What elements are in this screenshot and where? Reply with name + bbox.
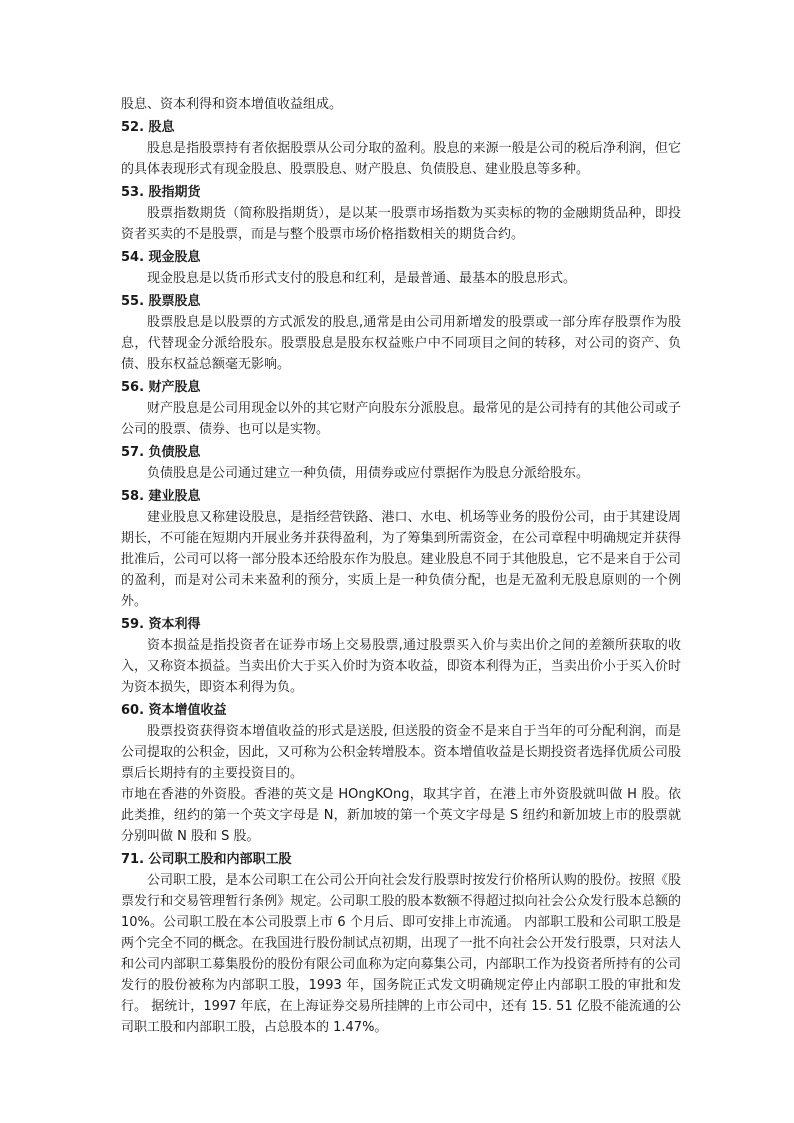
plain-paragraph: 市地在香港的外资股。香港的英文是 HOngKOng，取其字首，在港上市外资股就叫做 H 股。依此类推，纽约的第一个英文字母是 N，新加坡的第一个英文字母是 S 纽约和新加坡上市的股票就分别叫做 N 股和 S 股。 — [121, 787, 681, 844]
section-heading: 58. 建业股息 — [121, 489, 201, 504]
section-paragraph: 公司职工股，是本公司职工在公司公开向社会发行股票时按发行价格所认购的股份。按照《股票发行和交易管理暂行条例》规定。公司职工股的股本数额不得超过拟向社会公众发行股本总额的 10%。公司职工股在本公司股票上市 6 个月后、即可安排上市流通。 内部职工股和公司职工股是两个完全不同的概念。在我国进行股份制试点初期，出现了一批不向社会公开发行股票，只对法人和公司内部职工募集股份的股份有限公司血称为定向募集公司，内部职工作为投资者所持有的公司发行的股份被称为内部职工股，1993 年，国务院正式发文明确规定停止内部职工股的审批和发行。 据统计，1997 年底，在上海证券交易所挂牌的上市公司中，还有 15. 51 亿股不能流通的公司职工股和内部职工股，占总股本的 1.47%。 — [121, 873, 681, 1035]
document-page — [121, 94, 681, 1038]
section-paragraph: 股票指数期货（简称股指期货），是以某一股票市场指数为买卖标的物的金融期货品种，即投资者买卖的不是股票，而是与整个股票市场价格指数相关的期货合约。 — [121, 206, 681, 242]
section-heading: 55. 股票股息 — [121, 294, 201, 309]
section-paragraph: 财产股息是公司用现金以外的其它财产向股东分派股息。最常见的是公司持有的其他公司或子公司的股票、债券、也可以是实物。 — [121, 401, 681, 437]
section-paragraph: 资本损益是指投资者在证券市场上交易股票,通过股票买入价与卖出价之间的差额所获取的收入，又称资本损益。当卖出价大于买入价时为资本收益，即资本利得为正，当卖出价小于买入价时为资本损失，即资本利得为负。 — [121, 638, 681, 695]
section-heading: 59. 资本利得 — [121, 617, 201, 632]
section-paragraph: 股票投资获得资本增值收益的形式是送股, 但送股的资金不是来自于当年的可分配利润，而是公司提取的公积金，因此，又可称为公积金转增股本。资本增值收益是长期投资者选择优质公司股票后长期持有的主要投资目的。 — [121, 724, 681, 781]
section-heading: 56. 财产股息 — [121, 380, 201, 395]
section-heading: 57. 负债股息 — [121, 445, 201, 460]
section-paragraph: 现金股息是以货币形式支付的股息和红利，是最普通、最基本的股息形式。 — [147, 271, 577, 286]
section-heading: 54. 现金股息 — [121, 250, 201, 265]
section-heading: 71. 公司职工股和内部职工股 — [121, 852, 292, 867]
section-heading: 52. 股息 — [121, 120, 175, 135]
section-heading: 60. 资本增值收益 — [121, 703, 227, 718]
section-paragraph: 负债股息是公司通过建立一种负债，用债券或应付票据作为股息分派给股东。 — [147, 466, 590, 481]
section-paragraph: 股票股息是以股票的方式派发的股息,通常是由公司用新增发的股票或一部分库存股票作为股息，代替现金分派给股东。股票股息是股东权益账户中不同项目之间的转移，对公司的资产、负债、股东权益总额毫无影响。 — [121, 315, 681, 372]
section-paragraph: 股息是指股票持有者依据股票从公司分取的盈利。股息的来源一般是公司的税后净利润，但它的具体表现形式有现金股息、股票股息、财产股息、负债股息、建业股息等多种。 — [121, 141, 681, 177]
section-heading: 53. 股指期货 — [121, 185, 201, 200]
section-paragraph: 建业股息又称建设股息，是指经营铁路、港口、水电、机场等业务的股份公司，由于其建设周期长，不可能在短期内开展业务并获得盈利，为了筹集到所需资金，在公司章程中明确规定并获得批准后，公司可以将一部分股本还给股东作为股息。建业股息不同于其他股息，它不是来自于公司的盈利，而是对公司未来盈利的预分，实质上是一种负债分配，也是无盈利无股息原则的一个例外。 — [121, 510, 681, 609]
text-line: 股息、资本利得和资本增值收益组成。 — [121, 97, 343, 112]
